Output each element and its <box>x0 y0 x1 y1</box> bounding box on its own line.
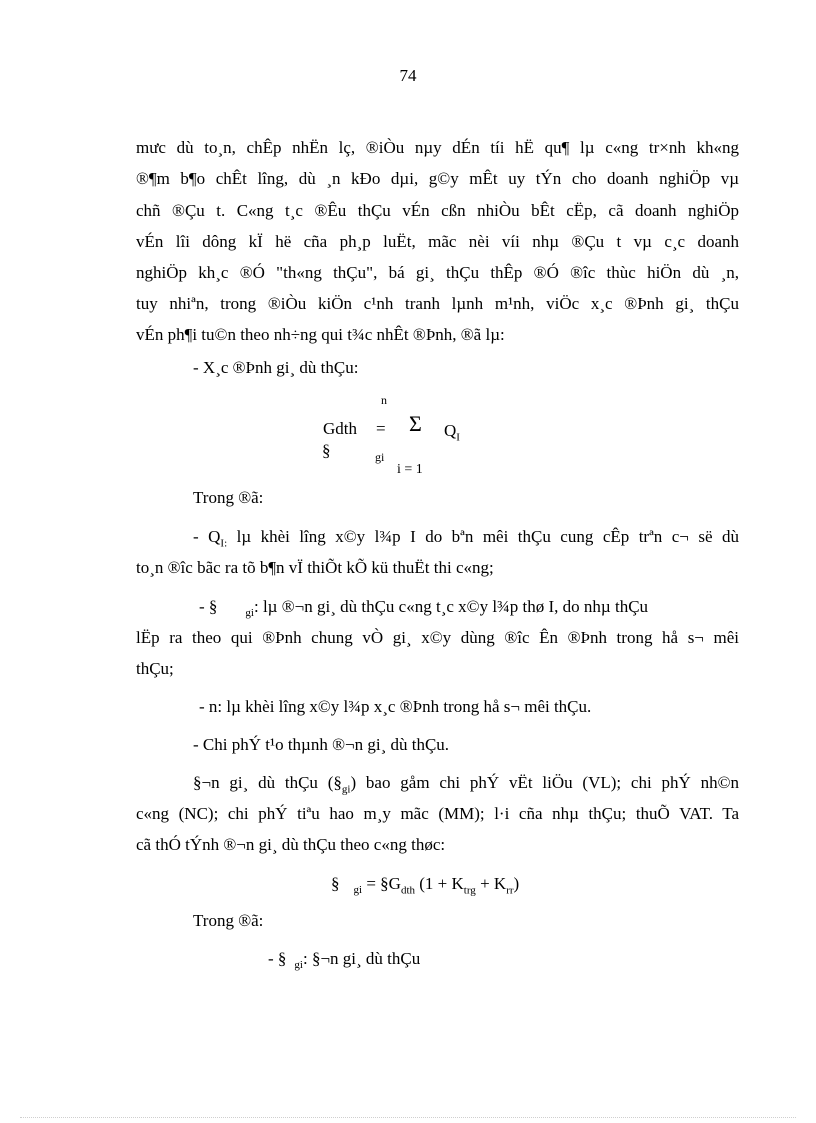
para1-line-1: mưc dù to¸n, chÊp nhËn lç, ®iÒu nµy dÉn tíi hË qu¶ lµ c«ng tr×nh kh«ng <box>136 138 739 157</box>
para1-line-7: vÉn ph¶i tu©n theo nh÷ng qui t¾c nhÊt ®Þnh, ®ã lµ: <box>136 325 505 344</box>
f2-trg: trg <box>463 884 476 897</box>
item-q-sub: I: <box>220 537 228 550</box>
para1-line-4: vÉn lîi dông kÏ hë cña ph¸p luËt, mãc nèi víi nhµ ®Çu t vµ c¸c doanh <box>136 232 739 251</box>
item-dgi-text: : lµ ®¬n gi¸ dù thÇu c«ng t¸c x©y l¾p thø I, do nhµ thÇu <box>253 597 649 616</box>
item-xac-dinh: - X¸c ®Þnh gi¸ dù thÇu: <box>193 358 359 377</box>
para2-line-3: cã thÓ tÝnh ®¬n gi¸ dù thÇu theo c«ng thøc: <box>136 835 446 854</box>
item-dgi-prefix: - § <box>199 597 218 616</box>
para1-line-5: nghiÖp kh¸c ®Ó "th«ng thÇu", bá gi¸ thÇu thÊp ®Ó ®îc thùc hiÖn dù ¸n, <box>136 263 739 282</box>
formula-q-sub: I <box>456 431 460 444</box>
f2-close: ) <box>513 874 520 893</box>
formula-equals: = <box>376 419 386 438</box>
item-dgi-line-1 <box>199 597 648 623</box>
para2-line-1 <box>193 773 739 799</box>
item-q-text: lµ khèi lîng x©y l¾p I do bªn mêi thÇu cung cÊp trªn c¬ së dù <box>236 527 739 546</box>
f2-eq-g: = §G <box>362 874 401 893</box>
f2-gi: gi <box>353 884 363 897</box>
formula-section-sign: § <box>322 441 331 460</box>
trong-do-label-2: Trong ®ã: <box>193 911 264 930</box>
f2-rr: rr <box>506 884 514 897</box>
f2-section: § <box>331 874 340 893</box>
formula-dongia <box>331 874 519 900</box>
formula-gi-sub: gi <box>375 450 385 464</box>
sigma-symbol: Σ <box>409 411 422 436</box>
last-sub: gi <box>294 959 303 972</box>
para2-line1-a: §¬n gi¸ dù thÇu (§ <box>193 773 342 792</box>
formula-index: i = 1 <box>397 462 423 477</box>
f2-plus: + K <box>475 874 507 893</box>
item-chi-phi: - Chi phÝ t¹o thµnh ®¬n gi¸ dù thÇu. <box>193 735 450 754</box>
formula-upper-n: n <box>381 393 387 407</box>
trong-do-label-1: Trong ®ã: <box>193 488 264 507</box>
item-dgi-line-3: thÇu; <box>136 659 174 678</box>
item-q-line-2: to¸n ®îc bãc ra tõ b¶n vÏ thiÕt kÕ kü thuËt thi c«ng; <box>136 558 494 577</box>
item-n: - n: lµ khèi lîng x©y l¾p x¸c ®Þnh trong hå s¬ mêi thÇu. <box>199 697 592 716</box>
item-q-line-1 <box>193 527 739 553</box>
formula-lhs: Gdth <box>323 419 357 438</box>
page-number: 74 <box>399 66 417 85</box>
para2-line-2: c«ng (NC); chi phÝ tiªu hao m¸y mãc (MM); l·i cña nhµ thÇu; thuÕ VAT. Ta <box>136 804 739 823</box>
last-rest: : §¬n gi¸ dù thÇu <box>302 949 421 968</box>
page-bottom-border <box>20 1117 796 1118</box>
item-dgi-sub: gi <box>245 607 254 620</box>
formula-q-letter: Q <box>444 421 457 440</box>
item-dgi-definition <box>268 949 420 975</box>
para2-line1-sub: gi <box>341 783 351 796</box>
para1-line-3: chñ ®Çu t. C«ng t¸c ®Êu thÇu vÉn cßn nhiÒu bÊt cËp, cã doanh nghiÖp <box>136 201 739 220</box>
item-dgi-line-2: lËp ra theo qui ®Þnh chung vÒ gi¸ x©y dùng ®îc Ên ®Þnh trong hå s¬ mêi <box>136 628 739 647</box>
item-q-prefix: - Q <box>193 527 221 546</box>
para1-line-2: ®¶m b¶o chÊt lîng, dù ¸n kÐo dµi, g©y mÊt uy tÝn cho doanh nghiÖp vµ <box>136 169 739 188</box>
f2-mid: (1 + K <box>415 874 464 893</box>
f2-dth: dth <box>400 884 415 897</box>
para2-line1-b: ) bao gåm chi phÝ vËt liÖu (VL); chi phÝ nh©n <box>350 773 739 792</box>
formula-q <box>444 421 460 443</box>
last-prefix: - § <box>268 949 287 968</box>
para1-line-6: tuy nhiªn, trong ®iÒu kiÖn c¹nh tranh lµnh m¹nh, viÖc x¸c ®Þnh gi¸ thÇu <box>136 294 739 313</box>
